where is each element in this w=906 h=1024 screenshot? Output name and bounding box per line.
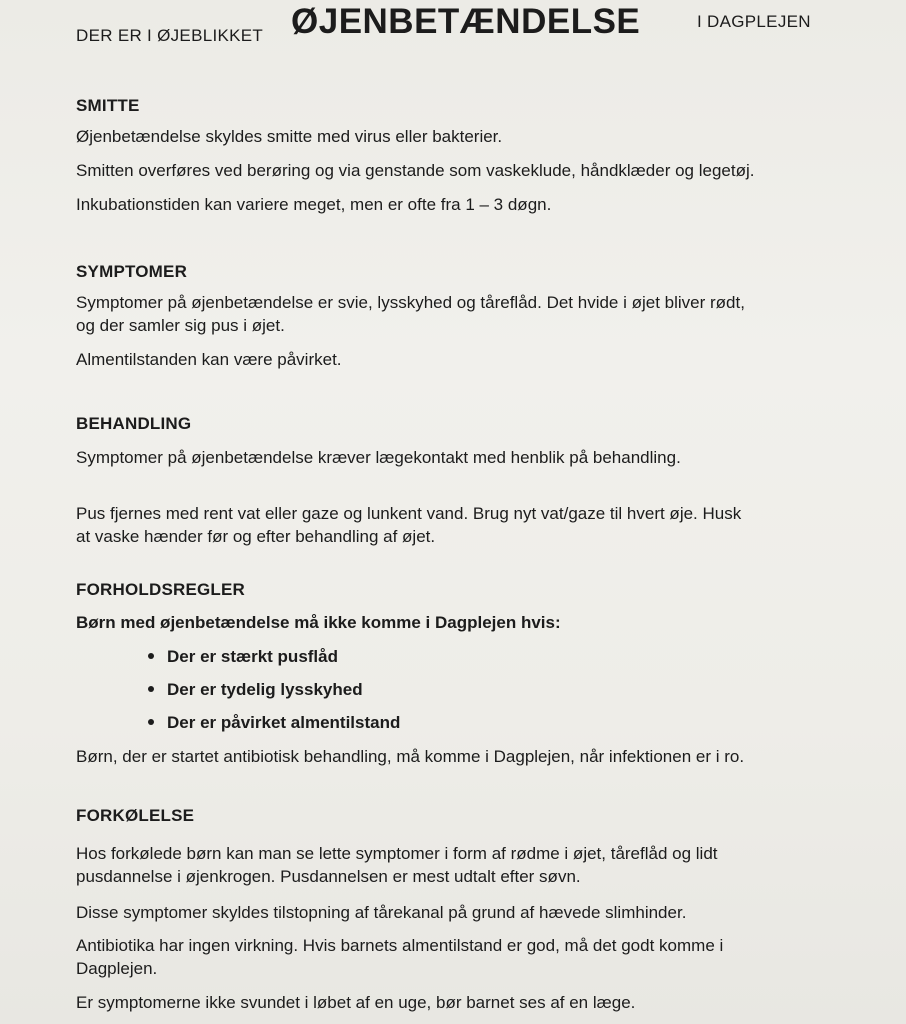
- forkoelelse-line-3: Disse symptomer skyldes tilstopning af tårekanal på grund af hævede slimhinder.: [76, 903, 687, 922]
- forholdsregler-intro: Børn med øjenbetændelse må ikke komme i Dagplejen hvis:: [76, 613, 561, 632]
- forkoelelse-line-2: pusdannelse i øjenkrogen. Pusdannelsen er mest udtalt efter søvn.: [76, 867, 581, 886]
- behandling-line-2: Pus fjernes med rent vat eller gaze og lunkent vand. Brug nyt vat/gaze til hvert øje. Husk: [76, 504, 742, 523]
- symptomer-line-2: og der samler sig pus i øjet.: [76, 316, 285, 335]
- bullet-dot-icon: [148, 653, 154, 659]
- title-prefix: DER ER I ØJEBLIKKET: [76, 26, 264, 45]
- heading-smitte: SMITTE: [76, 96, 140, 115]
- title-main: ØJENBETÆNDELSE: [291, 2, 641, 41]
- forkoelelse-line-4: Antibiotika har ingen virkning. Hvis barnets almentilstand er god, må det godt komme i: [76, 936, 724, 955]
- forkoelelse-line-6: Er symptomerne ikke svundet i løbet af en uge, bør barnet ses af en læge.: [76, 993, 636, 1012]
- bullet-text: Der er stærkt pusflåd: [167, 647, 338, 666]
- symptomer-line-1: Symptomer på øjenbetændelse er svie, lysskyhed og tåreflåd. Det hvide i øjet bliver rødt,: [76, 293, 745, 312]
- heading-behandling: BEHANDLING: [76, 414, 192, 433]
- bullet-dot-icon: [148, 719, 154, 725]
- behandling-line-3: at vaske hænder før og efter behandling af øjet.: [76, 527, 436, 546]
- bullet-text: Der er tydelig lysskyhed: [167, 680, 363, 699]
- heading-forkoelelse: FORKØLELSE: [76, 806, 195, 825]
- bullet-item: [148, 680, 363, 700]
- behandling-line-1: Symptomer på øjenbetændelse kræver lægekontakt med henblik på behandling.: [76, 448, 681, 467]
- forholdsregler-outro: Børn, der er startet antibiotisk behandling, må komme i Dagplejen, når infektionen er i ro.: [76, 747, 745, 766]
- title-suffix: I DAGPLEJEN: [697, 12, 811, 31]
- smitte-line-1: Øjenbetændelse skyldes smitte med virus eller bakterier.: [76, 127, 503, 146]
- heading-symptomer: SYMPTOMER: [76, 262, 188, 281]
- bullet-item: [148, 713, 400, 733]
- smitte-line-3: Inkubationstiden kan variere meget, men er ofte fra 1 – 3 døgn.: [76, 195, 552, 214]
- forkoelelse-line-5: Dagplejen.: [76, 959, 158, 978]
- heading-forholdsregler: FORHOLDSREGLER: [76, 580, 246, 599]
- bullet-item: [148, 647, 338, 667]
- symptomer-line-3: Almentilstanden kan være påvirket.: [76, 350, 342, 369]
- bullet-text: Der er påvirket almentilstand: [167, 713, 401, 732]
- bullet-dot-icon: [148, 686, 154, 692]
- smitte-line-2: Smitten overføres ved berøring og via genstande som vaskeklude, håndklæder og legetøj.: [76, 161, 755, 180]
- forkoelelse-line-1: Hos forkølede børn kan man se lette symptomer i form af rødme i øjet, tåreflåd og lidt: [76, 844, 718, 863]
- document-title: [76, 0, 876, 50]
